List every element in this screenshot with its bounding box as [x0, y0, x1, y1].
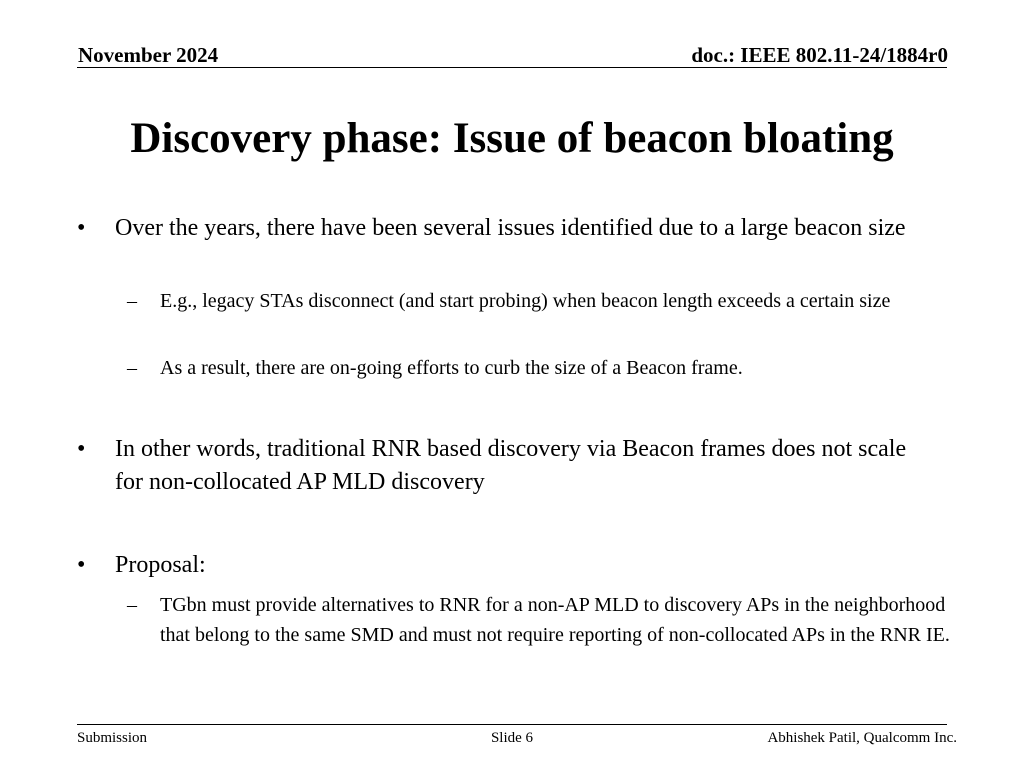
footer-slide-number: Slide 6	[490, 730, 534, 746]
dash-marker: –	[127, 290, 137, 312]
bullet-1-text: Over the years, there have been several issues identified due to a large beacon size	[115, 215, 906, 241]
bullet-2-text: In other words, traditional RNR based discovery via Beacon frames does not scale for non-collocated AP MLD discovery	[115, 436, 907, 495]
footer-divider	[77, 724, 947, 725]
bullet-3-sub-1: TGbn must provide alternatives to RNR for a non-AP MLD to discovery APs in the neighborhood that belong to the same SMD and must not require reporting of non-collocated APs in the RNR IE.	[160, 594, 950, 646]
bullet-marker: •	[77, 552, 86, 578]
dash-marker: –	[127, 594, 137, 616]
bullet-marker: •	[77, 215, 86, 241]
bullet-3-text: Proposal:	[115, 552, 206, 578]
dash-marker: –	[127, 357, 137, 379]
slide-title: Discovery phase: Issue of beacon bloating	[130, 115, 894, 162]
bullet-1-sub-2: As a result, there are on-going efforts to curb the size of a Beacon frame.	[160, 357, 743, 379]
header-doc-id: doc.: IEEE 802.11-24/1884r0	[691, 43, 948, 67]
bullet-1-sub-1: E.g., legacy STAs disconnect (and start probing) when beacon length exceeds a certain size	[160, 290, 891, 312]
bullet-marker: •	[77, 436, 86, 462]
footer-submission: Submission	[77, 730, 148, 746]
header-date: November 2024	[78, 43, 219, 67]
footer-author: Abhishek Patil, Qualcomm Inc.	[767, 730, 957, 746]
